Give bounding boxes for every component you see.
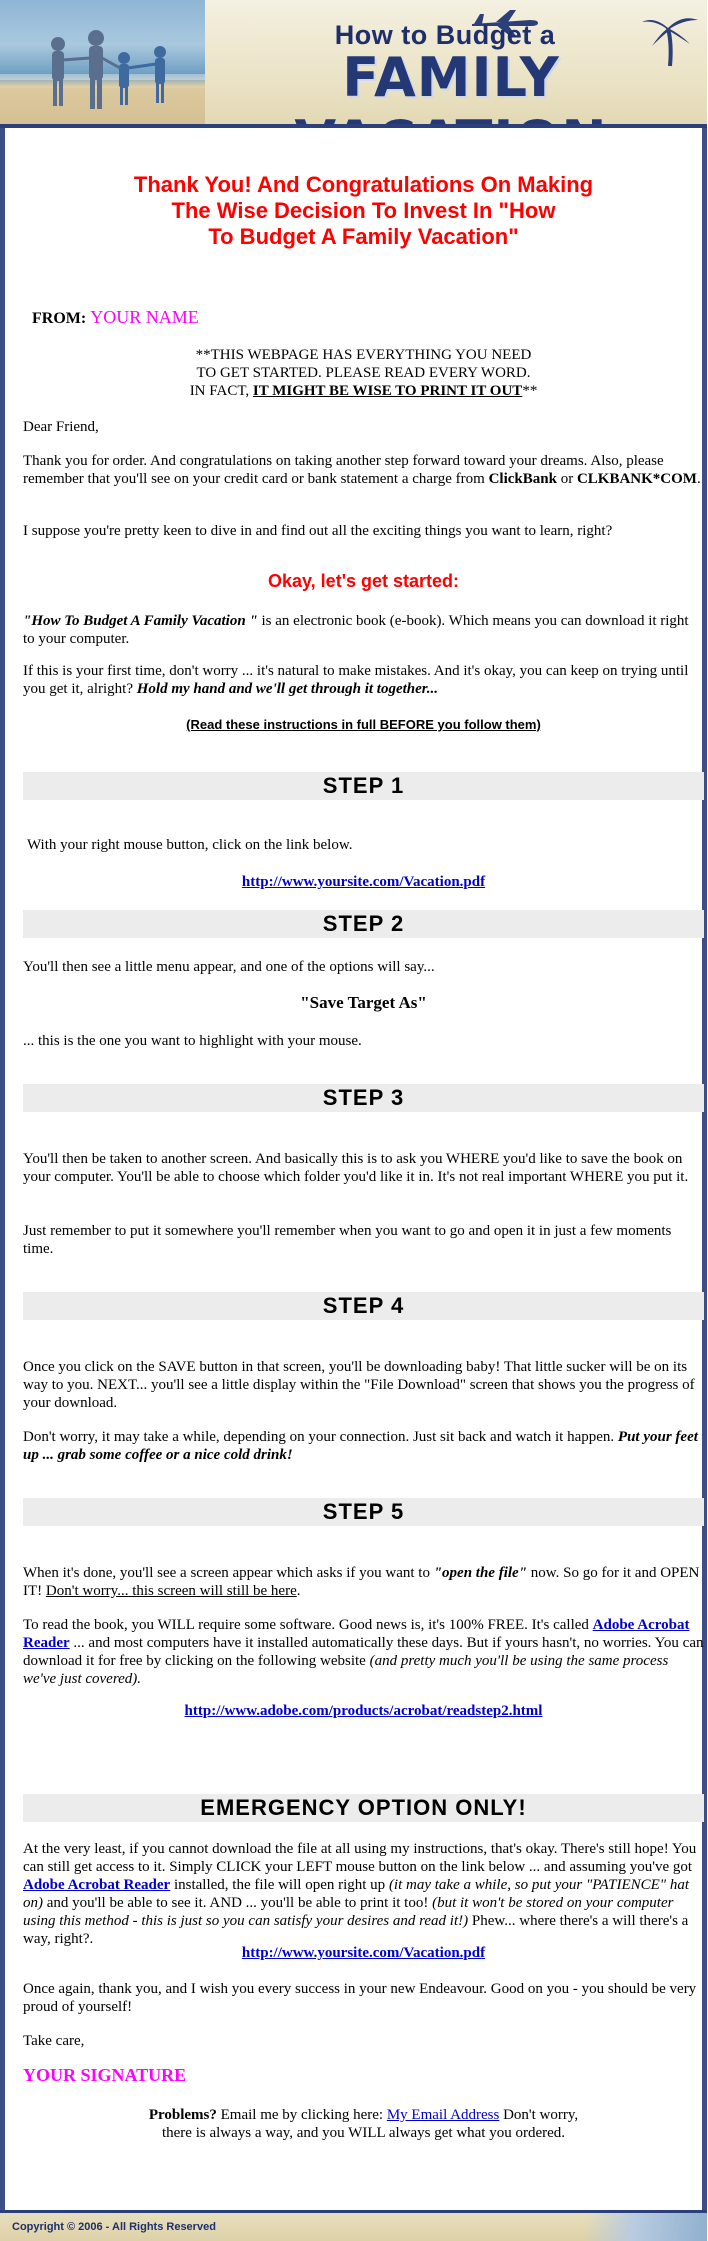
notice-line2: TO GET STARTED. PLEASE READ EVERY WORD. xyxy=(196,365,531,381)
headline-line3: To Budget A Family Vacation" xyxy=(208,224,519,249)
emergency-adobe-link[interactable]: Adobe Acrobat Reader xyxy=(23,1877,171,1893)
notice-line3-suffix: ** xyxy=(522,383,538,399)
page-headline xyxy=(23,172,704,250)
save-target-as-option: "Save Target As" xyxy=(300,993,427,1012)
headline-line1: Thank You! And Congratulations On Making xyxy=(133,172,594,197)
step4-p2-text: Don't worry, it may take a while, depending on your connection. Just sit back and watch it happen. xyxy=(23,1429,618,1445)
intro-p1-text: Thank you for order. And congratulations on taking another step forward toward your dreams. Also, please remember that you'll see on your credit card or bank statement a charge from xyxy=(23,453,664,487)
emergency-text-d: and you'll be able to see it. AND ... you'll be able to print it too! xyxy=(43,1895,433,1911)
intro-paragraph-2: I suppose you're pretty keen to dive in and find out all the exciting things you want to learn, right? xyxy=(23,523,613,539)
intro-paragraph-3 xyxy=(23,612,704,648)
problems-line2: there is always a way, and you WILL always get what you ordered. xyxy=(161,2125,566,2141)
open-the-file-text: "open the file" xyxy=(433,1565,528,1581)
step3-paragraph-1: You'll then be taken to another screen. And basically this is to ask you WHERE you'd like to save the book on your computer. You'll be able to choose which folder you'd like it in. It's not real important WHERE you put it. xyxy=(23,1151,689,1185)
greeting: Dear Friend, xyxy=(23,419,99,435)
step5-paragraph-1 xyxy=(23,1564,704,1600)
emergency-text-b: installed, the file will open right up xyxy=(170,1877,389,1893)
problems-label: Problems? xyxy=(148,2107,217,2123)
print-notice xyxy=(23,346,704,400)
screen-still-here-text: Don't worry... this screen will still be here xyxy=(45,1583,297,1599)
notice-line1: **THIS WEBPAGE HAS EVERYTHING YOU NEED xyxy=(195,347,532,363)
intro-paragraph-4 xyxy=(23,662,704,698)
from-line xyxy=(32,308,199,328)
problems-box xyxy=(23,2106,704,2142)
intro-p4-text: If this is your first time, don't worry ... it's natural to make mistakes. And it's okay, you can keep on trying until you get it, alright? xyxy=(23,663,689,697)
notice-print-emphasis: IT MIGHT BE WISE TO PRINT IT OUT xyxy=(252,383,523,399)
emergency-link-row xyxy=(23,1944,704,1962)
same-process-note: (and pretty much you'll be using the same process we've just covered). xyxy=(23,1653,669,1687)
step5-p2-text: To read the book, you WILL require some software. Good news is, it's 100% FREE. It's called xyxy=(23,1617,593,1633)
step5-p1-end: . xyxy=(296,1583,301,1599)
from-name: YOUR NAME xyxy=(90,307,199,327)
header-title-line1: How to Budget a xyxy=(334,20,556,50)
step1-link-row xyxy=(23,873,704,891)
step1-download-link[interactable]: http://www.yoursite.com/Vacation.pdf xyxy=(241,874,486,890)
header-banner xyxy=(0,0,707,128)
adobe-download-link[interactable]: http://www.adobe.com/products/acrobat/readstep2.html xyxy=(184,1703,543,1719)
step3-paragraph-2: Just remember to put it somewhere you'll remember when you want to go and open it in just a few moments time. xyxy=(23,1223,672,1257)
notice-line3 xyxy=(23,382,704,400)
header-title-line2: FAMILY xyxy=(342,46,560,109)
problems-line1 xyxy=(23,2106,704,2124)
step2-heading: STEP 2 xyxy=(23,910,704,938)
step5-p1-open-it: now. So go for it and OPEN IT! xyxy=(23,1565,700,1599)
step5-p2-more: ... and most computers have it installed automatically these days. But if yours hasn't, no worries. You can download it for free by clicking on the following website xyxy=(23,1635,704,1669)
adobe-reader-link[interactable]: Adobe Acrobat Reader xyxy=(23,1617,690,1651)
emergency-paragraph xyxy=(23,1840,704,1948)
step4-paragraph-1: Once you click on the SAVE button in that screen, you'll be downloading baby! That little sucker will be on its way to you. NEXT... you'll see a little display within the "File Download" screen that shows you the progress of your download. xyxy=(23,1359,695,1411)
clickbank-text: ClickBank xyxy=(488,471,557,487)
step1-text: With your right mouse button, click on the link below. xyxy=(27,837,353,853)
intro-p1-or: or xyxy=(556,471,577,487)
emergency-download-link[interactable]: http://www.yoursite.com/Vacation.pdf xyxy=(241,1945,486,1961)
adobe-link-row xyxy=(23,1702,704,1720)
headline-line2: The Wise Decision To Invest In "How xyxy=(171,198,556,223)
step4-paragraph-2 xyxy=(23,1428,704,1464)
step1-heading: STEP 1 xyxy=(23,772,704,800)
email-link[interactable]: My Email Address xyxy=(386,2107,500,2123)
instructions-note: (Read these instructions in full BEFORE you follow them) xyxy=(186,717,541,732)
lets-get-started-heading: Okay, let's get started: xyxy=(267,571,459,591)
clkbank-text: CLKBANK*COM xyxy=(576,471,697,487)
emergency-heading: EMERGENCY OPTION ONLY! xyxy=(23,1794,704,1822)
signature: YOUR SIGNATURE xyxy=(23,2065,187,2085)
intro-p3-text: is an electronic book (e-book). Which means you can download it right to your computer. xyxy=(23,613,689,647)
step5-paragraph-2 xyxy=(23,1616,704,1688)
hold-my-hand-text: Hold my hand and we'll get through it together... xyxy=(136,681,439,697)
not-stored-note: (but it won't be stored on your computer using this method - this is just so you can satisfy your desires and read it!) xyxy=(23,1895,674,1929)
notice-line3-prefix: IN FACT, xyxy=(189,383,253,399)
footer-decoration xyxy=(587,2213,707,2241)
step3-heading: STEP 3 xyxy=(23,1084,704,1112)
closing-paragraph: Once again, thank you, and I wish you every success in your new Endeavour. Good on you - you should be very proud of yourself! xyxy=(23,1981,697,2015)
step4-heading: STEP 4 xyxy=(23,1292,704,1320)
from-label: FROM: xyxy=(32,310,87,327)
copyright: Copyright © 2006 - All Rights Reserved xyxy=(12,2221,216,2233)
step2-text: You'll then see a little menu appear, and one of the options will say... xyxy=(23,959,435,975)
emergency-text-f: Phew... where there's a will there's a way, right?. xyxy=(23,1913,689,1947)
step5-p1-text: When it's done, you'll see a screen appear which asks if you want to xyxy=(23,1565,434,1581)
step2-after-text: ... this is the one you want to highlight with your mouse. xyxy=(23,1033,362,1049)
footer xyxy=(0,2210,707,2241)
ebook-title: "How To Budget A Family Vacation " xyxy=(23,613,258,629)
step5-heading: STEP 5 xyxy=(23,1498,704,1526)
problems-dont-worry: Don't worry, xyxy=(499,2107,579,2123)
family-photo-icon xyxy=(0,0,205,128)
patience-note: (it may take a while, so put your "PATIENCE" hat on) xyxy=(23,1877,690,1911)
problems-text: Email me by clicking here: xyxy=(216,2107,387,2123)
take-care: Take care, xyxy=(23,2033,85,2049)
feet-up-text: Put your feet up ... grab some coffee or a nice cold drink! xyxy=(23,1429,698,1463)
emergency-text-a: At the very least, if you cannot download the file at all using my instructions, that's okay. There's still hope! You can still get access to it. Simply CLICK your LEFT mouse button on the link below ... and assuming you've got xyxy=(23,1841,697,1875)
intro-p1-end: . xyxy=(696,471,701,487)
content-frame xyxy=(0,128,707,2210)
intro-paragraph-1 xyxy=(23,452,704,488)
